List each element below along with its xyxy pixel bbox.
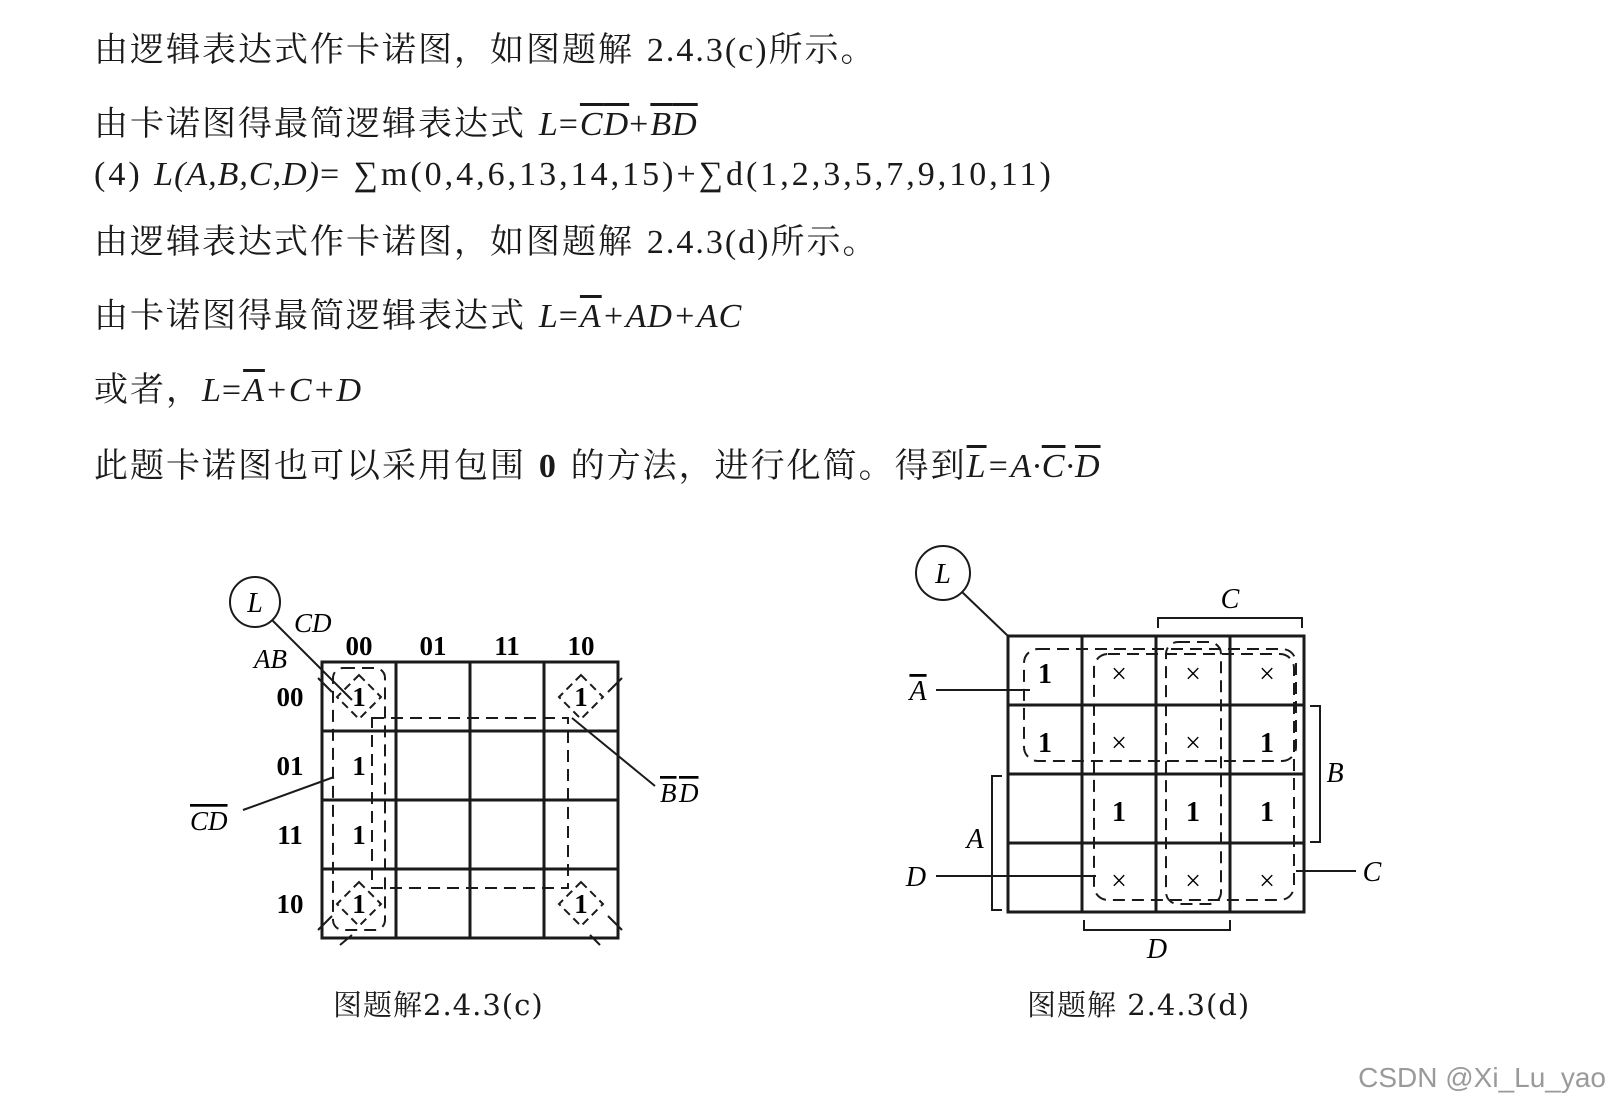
kmap-d (905, 546, 1382, 965)
line-4-suffix: 所示。 (770, 222, 879, 262)
line-7-mid: 的方法，进行化简。得到 (557, 446, 967, 486)
kmap-d-cell: × (1259, 659, 1275, 690)
line-7-lbar: $\overline{L}$ (966, 448, 987, 485)
kmap-c-caption: 图题解2.4.3(c) (333, 988, 544, 1022)
line-3-plus: + (676, 156, 699, 193)
line-5-rest: +AD+AC (601, 298, 743, 335)
line-6-eq: = (221, 372, 244, 409)
kmap-d-cell: × (1111, 866, 1127, 897)
kmap-d-bracket-b (1310, 706, 1320, 842)
line-3-sum-m: ∑m(0,4,6,13,14,15) (353, 156, 677, 193)
line-5-eq: = (558, 298, 580, 335)
kmap-d-cell: × (1111, 659, 1127, 690)
kmap-d-cell: × (1185, 728, 1201, 759)
line-5-prefix: 由卡诺图得最简逻辑表达式 (94, 296, 539, 336)
kmap-d-cell: × (1111, 728, 1127, 759)
kmap-d-label-c: C (1362, 857, 1382, 888)
kmap-d-cell: 1 (1038, 659, 1052, 690)
line-3-label: (4) (94, 156, 143, 193)
kmap-c-cell: 1 (574, 889, 588, 919)
kmap-c-col-header: 10 (567, 631, 595, 661)
kmap-d-caption: 图题解 2.4.3(d) (1027, 988, 1251, 1022)
kmap-d-cell: × (1185, 659, 1201, 690)
kmap-c-cell: 1 (352, 682, 366, 712)
line-2-dbar: $\overline{D}$ (603, 106, 630, 143)
kmap-c-row-var: AB (254, 644, 287, 674)
line-6-lhs: L (202, 372, 222, 409)
line-6-rest: +C+D (264, 372, 363, 409)
kmap-c-row-header: 11 (277, 820, 303, 850)
kmap-d-label-d: D (905, 862, 927, 893)
kmap-d-var-a: A (966, 824, 984, 855)
kmap-d-var-b: B (1326, 758, 1344, 789)
kmap-d-loop-ad (1094, 654, 1294, 900)
line-7-cbar: $\overline{C}$ (1041, 448, 1066, 485)
kmap-d-corner-line (962, 592, 1008, 636)
line-2-prefix: 由卡诺图得最简逻辑表达式 (94, 104, 539, 144)
kmap-c-col-var: CD (294, 608, 332, 638)
line-6-abar: $\overline{A}$ (243, 372, 265, 409)
line-2-plus: + (629, 106, 651, 143)
line-2-dbar-2: $\overline{D}$ (672, 106, 698, 143)
kmap-d-var-c: C (1220, 584, 1240, 615)
line-3-sum-d: ∑d(1,2,3,5,7,9,10,11) (698, 156, 1054, 193)
kmap-d-cell: × (1259, 866, 1275, 897)
kmap-c-annot-right-d: D (679, 778, 699, 808)
kmap-d-cell: 1 (1260, 728, 1274, 759)
line-7-zero: 0 (538, 448, 558, 485)
line-1-ref: 2.4.3(c) (646, 32, 769, 69)
kmap-c-col-header: 00 (345, 631, 373, 661)
line-5-lhs: L (538, 298, 559, 335)
line-3-func: L(A,B,C,D) (154, 156, 320, 193)
kmap-c-cell: 1 (574, 682, 588, 712)
kmap-c-row-header: 00 (276, 682, 304, 712)
line-7-eq: =A· (986, 448, 1042, 485)
line-2-cbar: $\overline{C}$ (579, 106, 604, 143)
kmap-c-cell: 1 (352, 751, 366, 781)
kmap-d-bracket-c (1158, 618, 1302, 628)
kmap-c (190, 577, 699, 945)
kmap-c-col-header: 01 (419, 631, 447, 661)
line-5-abar: $\overline{A}$ (579, 298, 602, 335)
kmap-d-bracket-d (1084, 920, 1230, 930)
line-2-bbar: $\overline{B}$ (650, 106, 673, 143)
kmap-d-output-label: L (935, 559, 951, 590)
kmap-c-leader-left (243, 777, 334, 810)
kmap-d-label-abar: A (909, 676, 927, 707)
kmap-d-bracket-a (992, 776, 1002, 910)
line-4-ref: 2.4.3(d) (646, 224, 771, 261)
kmap-c-cell: 1 (352, 889, 366, 919)
line-4-prefix: 由逻辑表达式作卡诺图，如图题解 (94, 222, 647, 262)
kmap-d-cell: 1 (1112, 797, 1126, 828)
line-6-prefix: 或者， (94, 370, 202, 410)
kmap-d-var-d: D (1146, 934, 1168, 965)
kmap-d-cell: × (1185, 866, 1201, 897)
line-7-prefix: 此题卡诺图也可以采用包围 (94, 446, 539, 486)
line-1-suffix: 所示。 (768, 30, 877, 70)
kmap-c-annot-left-c: CD (190, 806, 228, 836)
kmap-d-cell: 1 (1186, 797, 1200, 828)
kmap-c-col-header: 11 (494, 631, 520, 661)
line-3-eq: = (319, 156, 343, 193)
kmap-c-row-header: 01 (276, 751, 304, 781)
line-2-eq: = (558, 106, 580, 143)
line-2-lhs: L (538, 106, 559, 143)
line-1-prefix: 由逻辑表达式作卡诺图，如图题解 (94, 30, 647, 70)
line-7-dbar: $\overline{D}$ (1074, 448, 1101, 485)
kmap-c-leader-right (572, 718, 655, 786)
kmap-d-cell: 1 (1038, 728, 1052, 759)
line-7-dot: · (1065, 448, 1075, 485)
kmap-c-cell: 1 (352, 820, 366, 850)
kmap-c-annot-right-b: B (660, 778, 677, 808)
kmap-d-cell: 1 (1260, 797, 1274, 828)
watermark: CSDN @Xi_Lu_yao (1358, 1062, 1606, 1093)
kmap-c-row-header: 10 (276, 889, 304, 919)
kmap-c-output-label: L (247, 588, 263, 619)
